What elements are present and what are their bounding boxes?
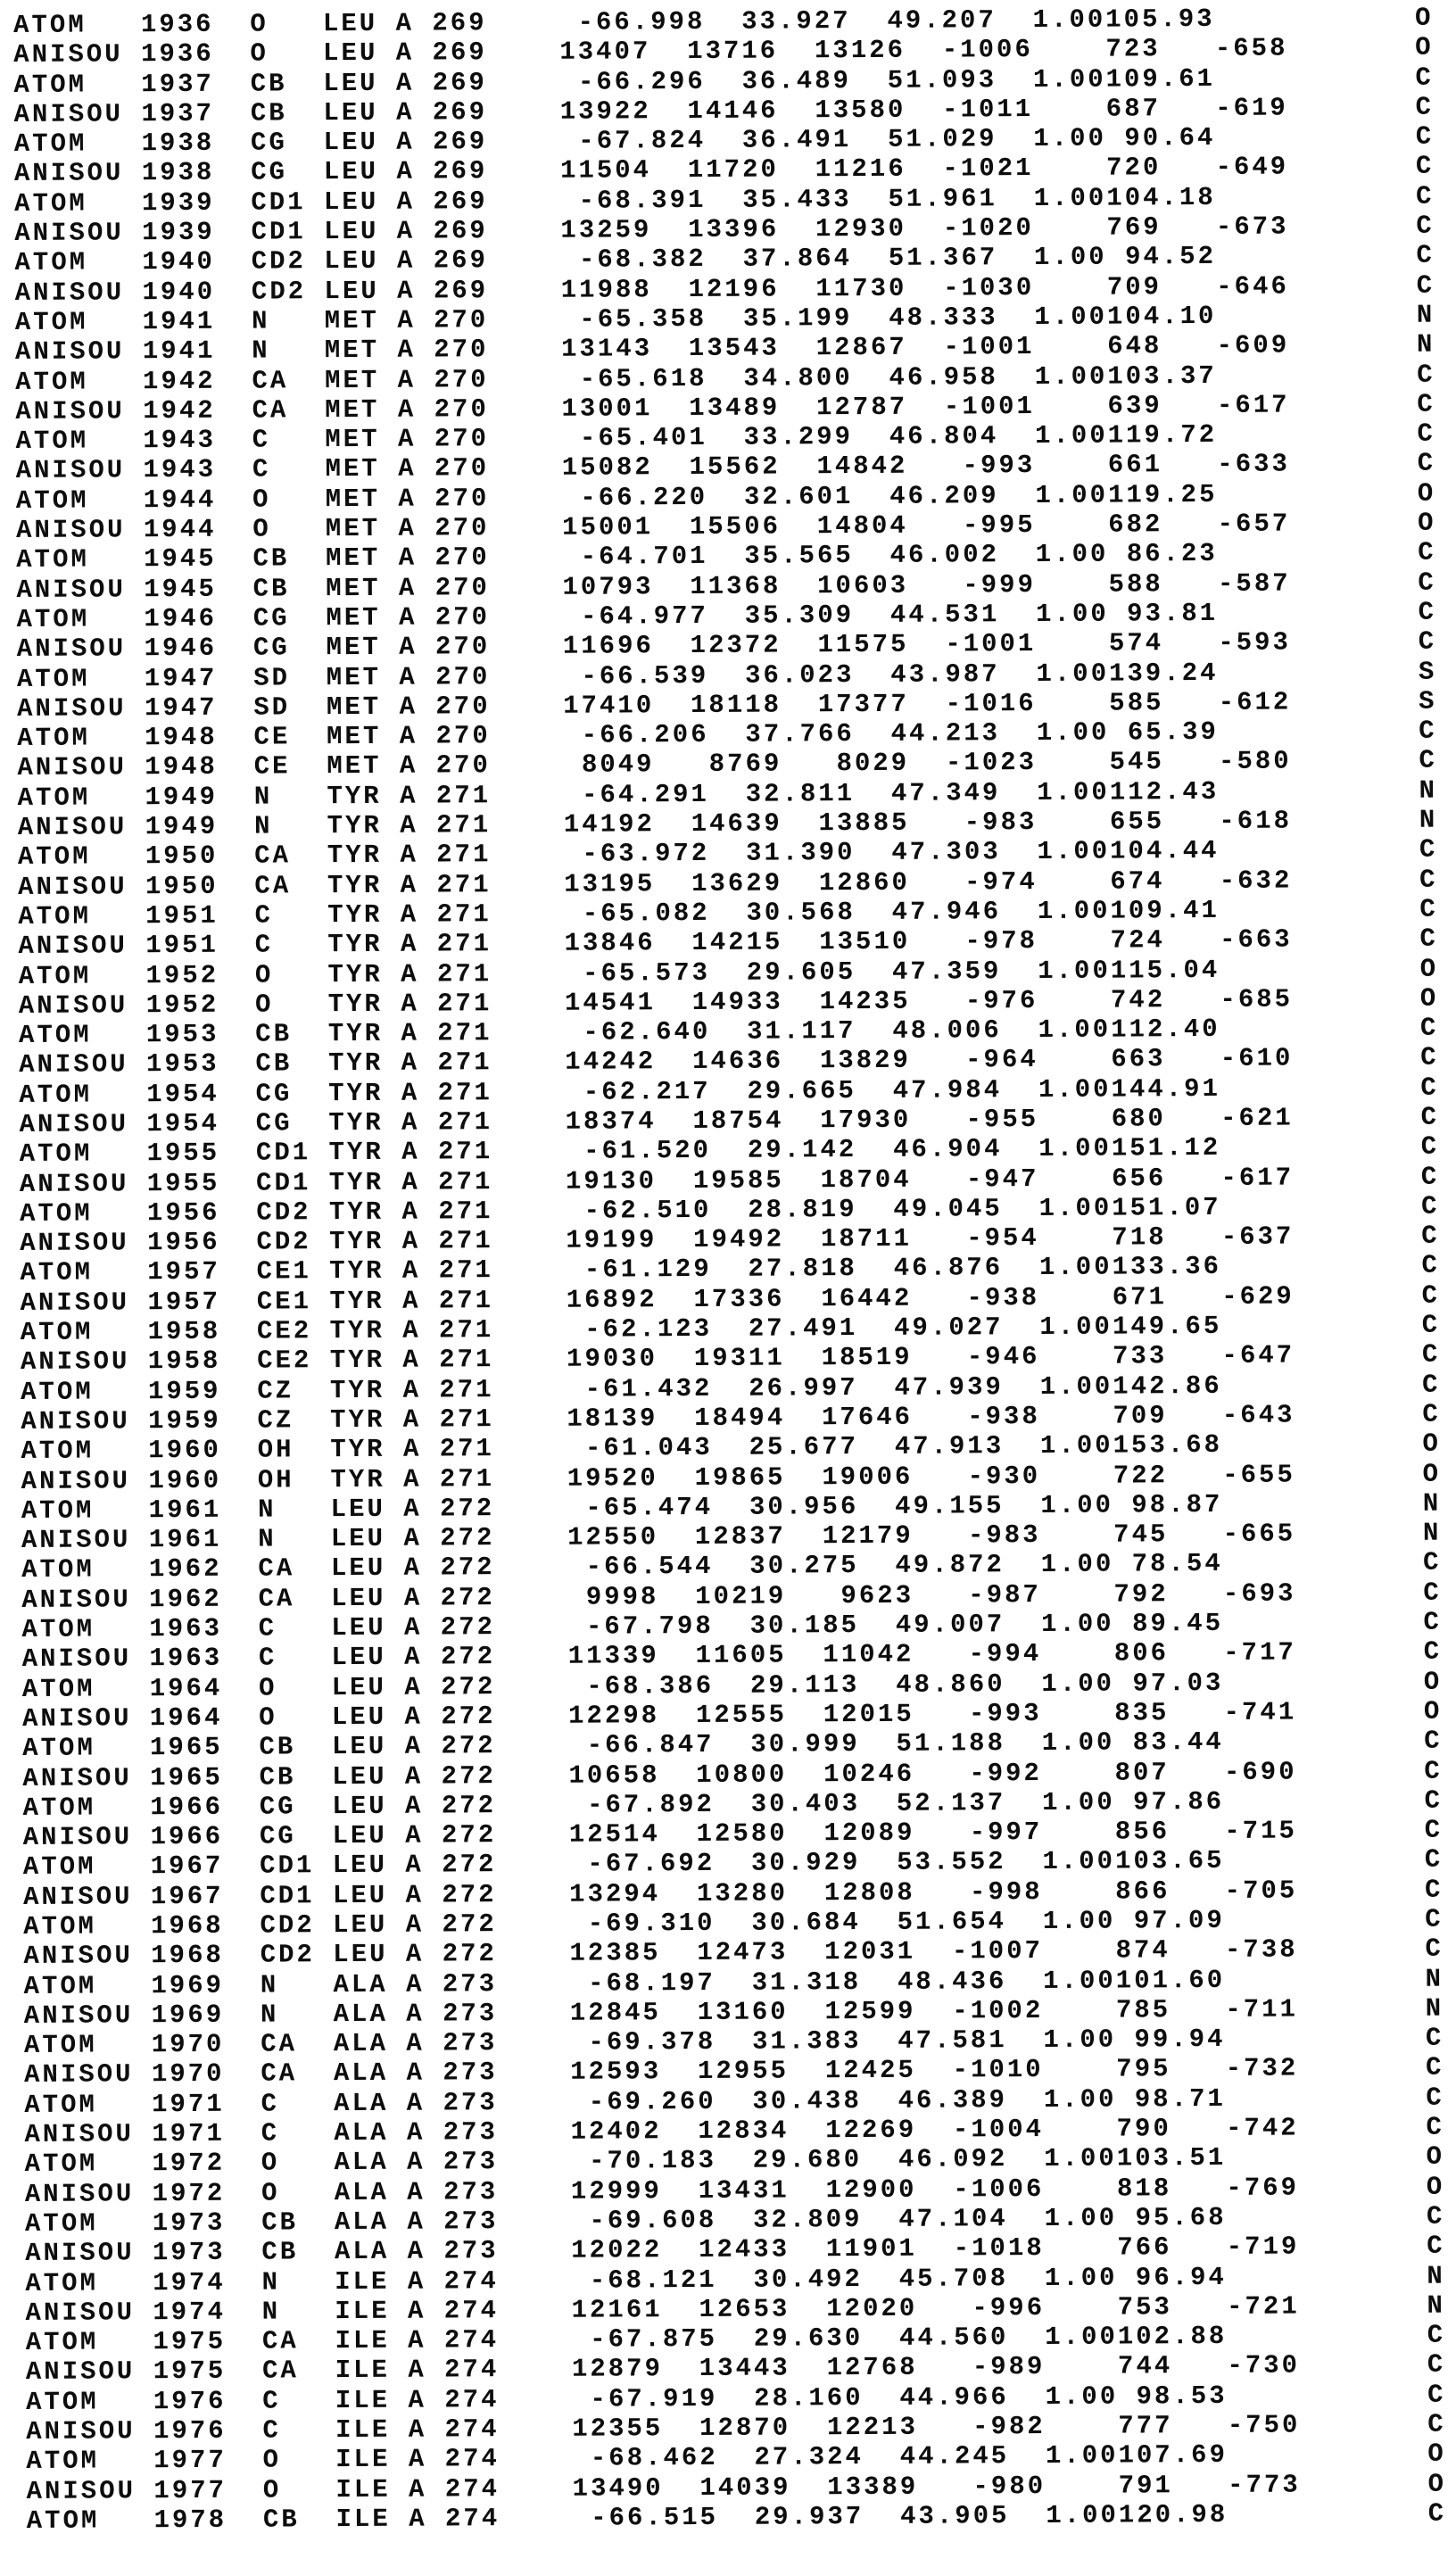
pdb-line: ATOM 1960 OH TYR A 271 -61.043 25.677 47.913 1.00153.68 O	[21, 1428, 1441, 1467]
pdb-line: ATOM 1950 CA TYR A 271 -63.972 31.390 47.303 1.00104.44 C	[17, 834, 1438, 873]
pdb-line: ANISOU 1970 CA ALA A 273 12593 12955 12425 -1010 795 -732 C	[24, 2053, 1444, 2091]
pdb-line: ANISOU 1965 CB LEU A 272 10658 10800 10246 -992 807 -690 C	[22, 1756, 1443, 1793]
pdb-line: ANISOU 1940 CD2 LEU A 269 11988 12196 11730 -1030 709 -646 C	[14, 270, 1435, 308]
pdb-line: ANISOU 1938 CG LEU A 269 11504 11720 11216 -1021 720 -649 C	[13, 152, 1435, 189]
pdb-line: ANISOU 1961 N LEU A 272 12550 12837 12179 -983 745 -665 N	[21, 1518, 1442, 1556]
pdb-line: ANISOU 1945 CB MET A 270 10793 11368 10603 -999 588 -587 C	[16, 567, 1436, 605]
pdb-line: ATOM 1974 N ILE A 274 -68.121 30.492 45.708 1.00 96.94 N	[25, 2261, 1445, 2298]
pdb-line: ANISOU 1944 O MET A 270 15001 15506 14804 -995 682 -657 O	[15, 508, 1436, 546]
pdb-line: ANISOU 1941 N MET A 270 13143 13543 12867 -1001 648 -609 N	[14, 329, 1435, 368]
pdb-line: ATOM 1943 C MET A 270 -65.401 33.299 46.804 1.00119.72 C	[15, 418, 1436, 457]
pdb-line: ATOM 1947 SD MET A 270 -66.539 36.023 43.987 1.00139.24 S	[16, 657, 1437, 694]
pdb-line: ANISOU 1952 O TYR A 271 14541 14933 14235 -976 742 -685 O	[18, 983, 1439, 1021]
pdb-line: ATOM 1946 CG MET A 270 -64.977 35.309 44.531 1.00 93.81 C	[16, 597, 1437, 634]
pdb-line: ATOM 1959 CZ TYR A 271 -61.432 26.997 47.939 1.00142.86 C	[21, 1370, 1441, 1407]
pdb-line: ATOM 1937 CB LEU A 269 -66.296 36.489 51.093 1.00109.61 C	[13, 62, 1434, 100]
pdb-line: ANISOU 1957 CE1 TYR A 271 16892 17336 16442 -938 671 -629 C	[20, 1280, 1441, 1318]
pdb-line: ANISOU 1976 C ILE A 274 12355 12870 12213 -982 777 -750 C	[26, 2409, 1446, 2447]
pdb-line: ATOM 1955 CD1 TYR A 271 -61.520 29.142 46.904 1.00151.12 C	[19, 1131, 1440, 1170]
pdb-line: ATOM 1978 CB ILE A 274 -66.515 29.937 43.905 1.00120.98 C	[26, 2498, 1447, 2536]
pdb-line: ATOM 1975 CA ILE A 274 -67.875 29.630 44.560 1.00102.88 C	[25, 2320, 1446, 2358]
pdb-line: ATOM 1936 O LEU A 269 -66.998 33.927 49.207 1.00105.93 O	[13, 3, 1434, 40]
pdb-line: ANISOU 1975 CA ILE A 274 12879 13443 12768 -989 744 -730 C	[25, 2350, 1446, 2388]
pdb-line: ANISOU 1958 CE2 TYR A 271 19030 19311 18519 -946 733 -647 C	[20, 1340, 1441, 1378]
pdb-line: ANISOU 1969 N ALA A 273 12845 13160 12599 -1002 785 -711 N	[23, 1993, 1444, 2031]
pdb-line: ATOM 1962 CA LEU A 272 -66.544 30.275 49.872 1.00 78.54 C	[21, 1548, 1442, 1586]
pdb-line: ATOM 1966 CG LEU A 272 -67.892 30.403 52.137 1.00 97.86 C	[22, 1785, 1444, 1823]
pdb-line: ANISOU 1954 CG TYR A 271 18374 18754 17930 -955 680 -621 C	[19, 1102, 1440, 1139]
pdb-line: ANISOU 1939 CD1 LEU A 269 13259 13396 12930 -1020 769 -673 C	[14, 211, 1435, 249]
pdb-line: ATOM 1967 CD1 LEU A 272 -67.692 30.929 53.552 1.00103.65 C	[22, 1845, 1444, 1883]
pdb-line: ANISOU 1950 CA TYR A 271 13195 13629 12860 -974 674 -632 C	[18, 865, 1438, 902]
pdb-line: ATOM 1972 O ALA A 273 -70.183 29.680 46.092 1.00103.51 O	[24, 2142, 1445, 2180]
pdb-line: ATOM 1951 C TYR A 271 -65.082 30.568 47.946 1.00109.41 C	[18, 894, 1438, 932]
pdb-line: ATOM 1973 CB ALA A 273 -69.608 32.809 47.104 1.00 95.68 C	[24, 2201, 1445, 2239]
pdb-line: ANISOU 1951 C TYR A 271 13846 14215 13510 -978 724 -663 C	[18, 923, 1438, 962]
pdb-line: ANISOU 1964 O LEU A 272 12298 12555 12015 -993 835 -741 O	[21, 1696, 1443, 1734]
pdb-line: ANISOU 1973 CB ALA A 273 12022 12433 11901 -1018 766 -719 C	[25, 2231, 1445, 2269]
pdb-line: ATOM 1965 CB LEU A 272 -66.847 30.999 51.188 1.00 83.44 C	[22, 1726, 1443, 1764]
pdb-line: ANISOU 1942 CA MET A 270 13001 13489 12787 -1001 639 -617 C	[15, 389, 1435, 426]
pdb-line: ATOM 1949 N TYR A 271 -64.291 32.811 47.349 1.00112.43 N	[17, 775, 1438, 813]
pdb-line: ATOM 1939 CD1 LEU A 269 -68.391 35.433 51.961 1.00104.18 C	[14, 181, 1435, 219]
pdb-line: ANISOU 1953 CB TYR A 271 14242 14636 13829 -964 663 -610 C	[19, 1043, 1439, 1081]
pdb-line: ANISOU 1971 C ALA A 273 12402 12834 12269 -1004 790 -742 C	[24, 2112, 1444, 2150]
pdb-line: ATOM 1963 C LEU A 272 -67.798 30.185 49.007 1.00 89.45 C	[21, 1607, 1442, 1645]
pdb-line: ANISOU 1946 CG MET A 270 11696 12372 11575 -1001 574 -593 C	[16, 626, 1437, 665]
pdb-line: ATOM 1938 CG LEU A 269 -67.824 36.491 51.029 1.00 90.64 C	[13, 121, 1435, 160]
pdb-line: ANISOU 1956 CD2 TYR A 271 19199 19492 18711 -954 718 -637 C	[20, 1221, 1440, 1259]
pdb-line: ATOM 1952 O TYR A 271 -65.573 29.605 47.359 1.00115.04 O	[18, 954, 1439, 991]
pdb-line: ATOM 1954 CG TYR A 271 -62.217 29.665 47.984 1.00144.91 C	[19, 1072, 1439, 1110]
pdb-line: ANISOU 1937 CB LEU A 269 13922 14146 13580 -1011 687 -619 C	[13, 92, 1435, 129]
pdb-line: ATOM 1976 C ILE A 274 -67.919 28.160 44.966 1.00 98.53 C	[25, 2380, 1446, 2417]
pdb-line: ANISOU 1947 SD MET A 270 17410 18118 17377 -1016 585 -612 S	[17, 686, 1437, 724]
pdb-line: ANISOU 1963 C LEU A 272 11339 11605 11042 -994 806 -717 C	[21, 1636, 1443, 1675]
pdb-line: ATOM 1948 CE MET A 270 -66.206 37.766 44.213 1.00 65.39 C	[17, 716, 1437, 754]
pdb-line: ATOM 1941 N MET A 270 -65.358 35.199 48.333 1.00104.10 N	[14, 300, 1435, 337]
pdb-line: ANISOU 1962 CA LEU A 272 9998 10219 9623 -987 792 -693 C	[21, 1577, 1442, 1615]
pdb-line: ANISOU 1966 CG LEU A 272 12514 12580 12089 -997 856 -715 C	[22, 1815, 1444, 1853]
pdb-line: ATOM 1957 CE1 TYR A 271 -61.129 27.818 46.876 1.00133.36 C	[20, 1251, 1440, 1288]
pdb-line: ANISOU 1943 C MET A 270 15082 15562 14842 -993 661 -633 C	[15, 449, 1436, 486]
pdb-line: ATOM 1956 CD2 TYR A 271 -62.510 28.819 49.045 1.00151.07 C	[19, 1191, 1440, 1229]
pdb-line: ATOM 1945 CB MET A 270 -64.701 35.565 46.002 1.00 86.23 C	[16, 538, 1436, 576]
pdb-line: ATOM 1969 N ALA A 273 -68.197 31.318 48.436 1.00101.60 N	[23, 1964, 1444, 2001]
pdb-line: ANISOU 1960 OH TYR A 271 19520 19865 19006 -930 722 -655 O	[21, 1459, 1442, 1496]
pdb-line: ATOM 1958 CE2 TYR A 271 -62.123 27.491 49.027 1.00149.65 C	[20, 1310, 1441, 1348]
pdb-line: ANISOU 1967 CD1 LEU A 272 13294 13280 12808 -998 866 -705 C	[22, 1875, 1444, 1912]
pdb-line: ATOM 1953 CB TYR A 271 -62.640 31.117 48.006 1.00112.40 C	[18, 1013, 1439, 1051]
pdb-line: ANISOU 1948 CE MET A 270 8049 8769 8029 -1023 545 -580 C	[17, 746, 1437, 783]
pdb-line: ATOM 1971 C ALA A 273 -69.260 30.438 46.389 1.00 98.71 C	[24, 2083, 1444, 2120]
pdb-line: ANISOU 1968 CD2 LEU A 272 12385 12473 12031 -1007 874 -738 C	[23, 1934, 1444, 1972]
pdb-line: ANISOU 1949 N TYR A 271 14192 14639 13885 -983 655 -618 N	[17, 805, 1438, 843]
pdb-line: ATOM 1968 CD2 LEU A 272 -69.310 30.684 51.654 1.00 97.09 C	[23, 1904, 1444, 1942]
pdb-line: ANISOU 1955 CD1 TYR A 271 19130 19585 18704 -947 656 -617 C	[19, 1162, 1440, 1199]
pdb-text	[13, 4, 1446, 2537]
pdb-line: ANISOU 1936 O LEU A 269 13407 13716 13126 -1006 723 -658 O	[13, 32, 1434, 70]
pdb-line: ATOM 1940 CD2 LEU A 269 -68.382 37.864 51.367 1.00 94.52 C	[14, 241, 1435, 278]
pdb-line: ATOM 1977 O ILE A 274 -68.462 27.324 44.245 1.00107.69 O	[26, 2439, 1446, 2477]
pdb-line: ATOM 1944 O MET A 270 -66.220 32.601 46.209 1.00119.25 O	[15, 478, 1436, 516]
pdb-line: ATOM 1970 CA ALA A 273 -69.378 31.383 47.581 1.00 99.94 C	[23, 2023, 1444, 2061]
pdb-line: ANISOU 1974 N ILE A 274 12161 12653 12020 -996 753 -721 N	[25, 2290, 1445, 2328]
pdb-line: ANISOU 1977 O ILE A 274 13490 14039 13389 -980 791 -773 O	[26, 2469, 1447, 2506]
pdb-line: ANISOU 1972 O ALA A 273 12999 13431 12900 -1006 818 -769 O	[24, 2172, 1445, 2209]
pdb-line: ATOM 1942 CA MET A 270 -65.618 34.800 46.958 1.00103.37 C	[15, 360, 1435, 397]
pdb-line: ANISOU 1959 CZ TYR A 271 18139 18494 17646 -938 709 -643 C	[21, 1399, 1441, 1437]
pdb-line: ATOM 1961 N LEU A 272 -65.474 30.956 49.155 1.00 98.87 N	[21, 1488, 1442, 1526]
pdb-line: ATOM 1964 O LEU A 272 -68.386 29.113 48.860 1.00 97.03 O	[21, 1667, 1443, 1704]
